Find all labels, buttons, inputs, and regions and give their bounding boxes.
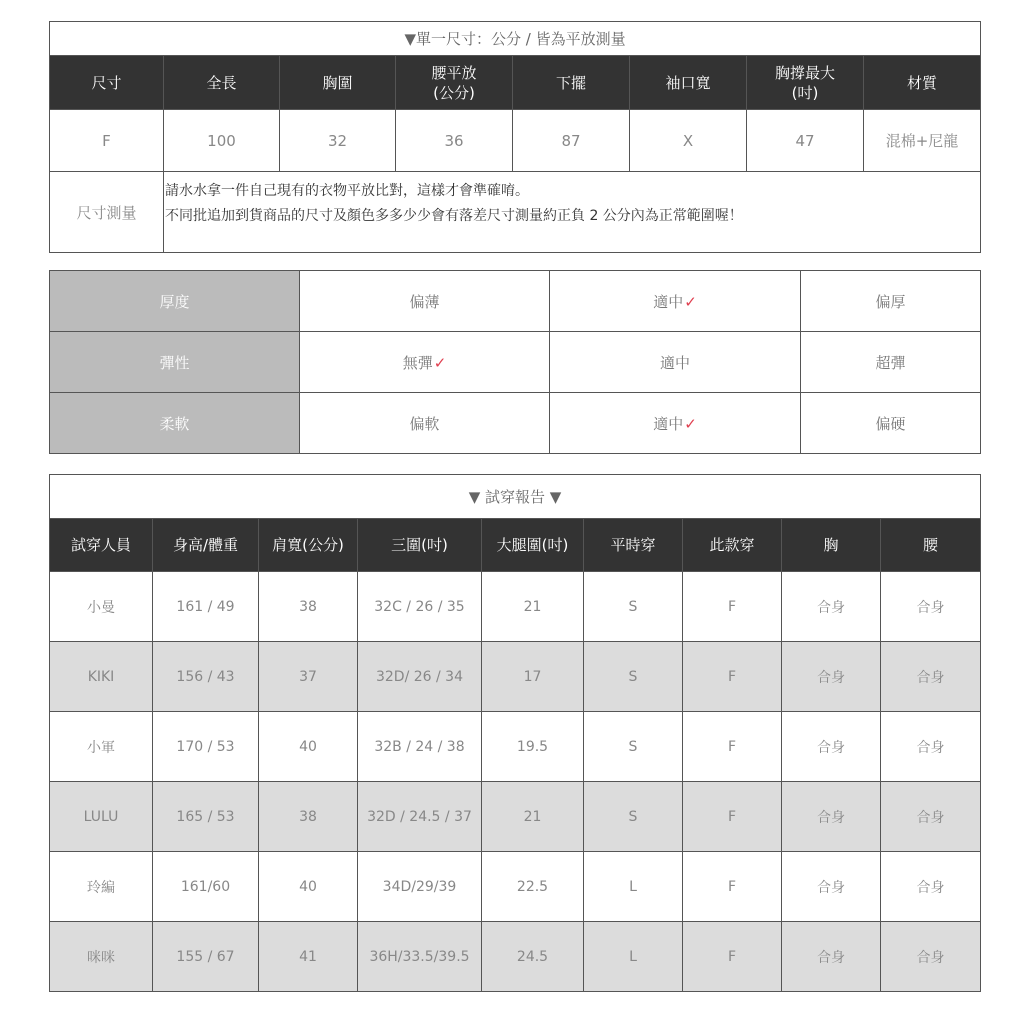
table-cell: 合身 [881, 922, 981, 992]
table-cell: F [683, 782, 782, 852]
table-row [50, 572, 981, 642]
feel-option [550, 332, 801, 393]
table-cell: 24.5 [482, 922, 584, 992]
feel-option-label: 偏薄 [409, 292, 440, 311]
table-cell: 玲編 [50, 852, 153, 922]
feel-attribute: 彈性 [50, 332, 300, 393]
table-cell: 咪咪 [50, 922, 153, 992]
table-cell: 合身 [782, 642, 881, 712]
feel-option-label: 適中 [653, 414, 684, 433]
check-icon: ✓ [433, 353, 447, 372]
fit-header-cell: 平時穿 [584, 519, 683, 572]
cell-material: 混棉+尼龍 [864, 110, 981, 172]
fit-header-cell: 胸 [782, 519, 881, 572]
feel-row [50, 271, 981, 332]
feel-option-label: 超彈 [875, 353, 906, 372]
table-cell: 21 [482, 782, 584, 852]
table-cell: 40 [259, 852, 358, 922]
header-hem: 下擺 [513, 56, 630, 110]
table-cell: L [584, 852, 683, 922]
header-waist-line1: 腰平放 [431, 63, 477, 82]
feel-option-label: 偏軟 [409, 414, 440, 433]
header-length: 全長 [164, 56, 280, 110]
table-cell: 161/60 [153, 852, 259, 922]
check-icon: ✓ [684, 414, 697, 433]
table-cell: L [584, 922, 683, 992]
header-size: 尺寸 [50, 56, 164, 110]
table-cell: 合身 [782, 782, 881, 852]
fit-header-cell: 此款穿 [683, 519, 782, 572]
table-cell: 小軍 [50, 712, 153, 782]
measure-note [164, 172, 981, 253]
table-cell: 32C / 26 / 35 [358, 572, 482, 642]
fit-header-cell: 試穿人員 [50, 519, 153, 572]
feel-option-label: 適中 [659, 353, 690, 372]
table-cell: 合身 [782, 572, 881, 642]
measure-note-line1: 請水水拿一件自己現有的衣物平放比對，這樣才會準確唷。 [165, 183, 529, 199]
table-cell: S [584, 782, 683, 852]
table-cell: 合身 [881, 852, 981, 922]
table-row [50, 852, 981, 922]
feel-option-label: 偏厚 [875, 292, 906, 311]
cell-chest-max: 47 [747, 110, 864, 172]
table-cell: 156 / 43 [153, 642, 259, 712]
table-cell: S [584, 642, 683, 712]
table-cell: F [683, 572, 782, 642]
table-cell: 161 / 49 [153, 572, 259, 642]
table-cell: S [584, 572, 683, 642]
measure-note-line2: 不同批追加到貨商品的尺寸及顏色多多少少會有落差尺寸測量約正負 2 公分內為正常範圍喔！ [165, 208, 743, 224]
fit-header-cell: 大腿圍(吋) [482, 519, 584, 572]
table-cell: 155 / 67 [153, 922, 259, 992]
header-waist [396, 56, 513, 110]
feel-option-label: 適中 [653, 292, 684, 311]
table-cell: F [683, 852, 782, 922]
feel-option [300, 271, 550, 332]
fit-header-cell: 身高/體重 [153, 519, 259, 572]
header-chest-max [747, 56, 864, 110]
header-material: 材質 [864, 56, 981, 110]
feel-option [801, 393, 981, 454]
table-cell: 合身 [881, 642, 981, 712]
table-cell: 34D/29/39 [358, 852, 482, 922]
table-cell: 32D / 24.5 / 37 [358, 782, 482, 852]
table-cell: F [683, 712, 782, 782]
table-cell: 170 / 53 [153, 712, 259, 782]
feel-option [550, 271, 801, 332]
table-cell: 19.5 [482, 712, 584, 782]
table-cell: 合身 [782, 922, 881, 992]
table-cell: 40 [259, 712, 358, 782]
header-chest: 胸圍 [280, 56, 396, 110]
cell-length: 100 [164, 110, 280, 172]
size-table-title: ▼單一尺寸：公分 / 皆為平放測量 [50, 22, 981, 56]
feel-option-label: 偏硬 [875, 414, 906, 433]
table-cell: 38 [259, 782, 358, 852]
fit-header-cell: 腰 [881, 519, 981, 572]
feel-option-label: 無彈 [402, 353, 433, 372]
table-row [50, 782, 981, 852]
table-cell: 165 / 53 [153, 782, 259, 852]
table-cell: F [683, 922, 782, 992]
table-cell: 小曼 [50, 572, 153, 642]
table-cell: 38 [259, 572, 358, 642]
feel-option [801, 332, 981, 393]
table-cell: S [584, 712, 683, 782]
feel-option [550, 393, 801, 454]
feel-attribute: 柔軟 [50, 393, 300, 454]
measure-note-label: 尺寸測量 [50, 172, 164, 253]
table-cell: 17 [482, 642, 584, 712]
try-on-report-table [49, 474, 981, 992]
table-cell: 32B / 24 / 38 [358, 712, 482, 782]
table-cell: 41 [259, 922, 358, 992]
table-cell: F [683, 642, 782, 712]
header-chest-max-line2: (吋) [791, 83, 819, 102]
feel-row [50, 393, 981, 454]
size-table [49, 21, 981, 253]
table-cell: 合身 [881, 712, 981, 782]
feel-option [300, 332, 550, 393]
table-cell: 22.5 [482, 852, 584, 922]
table-cell: 合身 [881, 782, 981, 852]
cell-waist: 36 [396, 110, 513, 172]
table-cell: KIKI [50, 642, 153, 712]
table-cell: 21 [482, 572, 584, 642]
feel-row [50, 332, 981, 393]
table-cell: 合身 [881, 572, 981, 642]
table-cell: 合身 [782, 852, 881, 922]
cell-chest: 32 [280, 110, 396, 172]
table-cell: 36H/33.5/39.5 [358, 922, 482, 992]
table-row [50, 712, 981, 782]
table-row [50, 922, 981, 992]
fabric-feel-table [49, 270, 981, 454]
cell-cuff: X [630, 110, 747, 172]
try-on-report-title: ▼ 試穿報告 ▼ [50, 475, 981, 519]
table-cell: 37 [259, 642, 358, 712]
feel-attribute: 厚度 [50, 271, 300, 332]
cell-hem: 87 [513, 110, 630, 172]
header-chest-max-line1: 胸撐最大 [774, 63, 835, 82]
feel-option [300, 393, 550, 454]
check-icon: ✓ [684, 292, 697, 311]
table-cell: 32D/ 26 / 34 [358, 642, 482, 712]
fit-header-cell: 肩寬(公分) [259, 519, 358, 572]
feel-option [801, 271, 981, 332]
header-cuff: 袖口寬 [630, 56, 747, 110]
fit-header-cell: 三圍(吋) [358, 519, 482, 572]
table-row [50, 642, 981, 712]
header-waist-line2: (公分) [433, 83, 475, 102]
table-cell: LULU [50, 782, 153, 852]
table-cell: 合身 [782, 712, 881, 782]
cell-size: F [50, 110, 164, 172]
